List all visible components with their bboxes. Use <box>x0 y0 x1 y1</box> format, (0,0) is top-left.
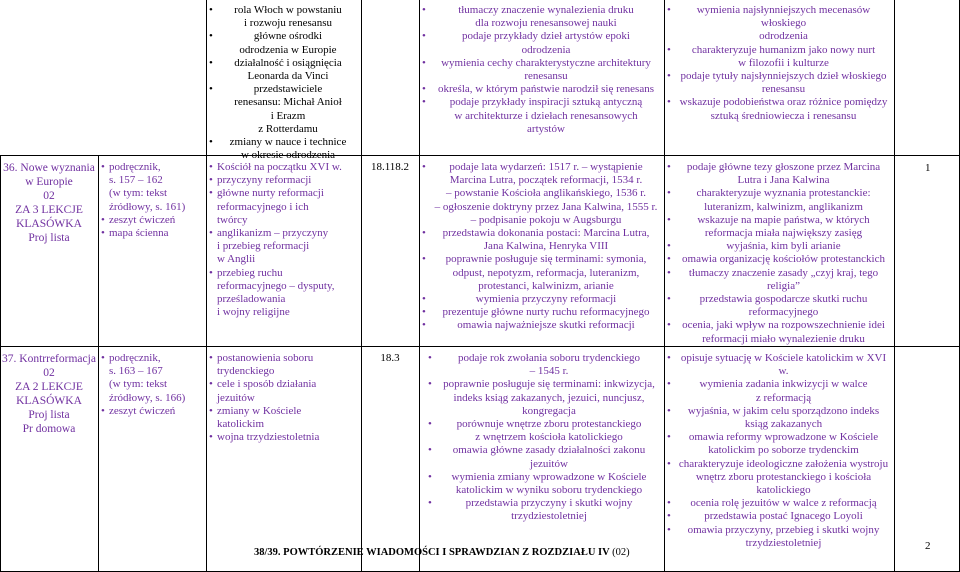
list-item: i Erazm <box>270 109 306 122</box>
list-item: – podpisanie pokoju w Augsburgu <box>470 213 622 226</box>
list-item: • mapa ścienna <box>101 227 205 240</box>
list-item: • główne ośrodki <box>209 30 359 43</box>
row2-materials <box>101 352 205 418</box>
text-line: 18.1 <box>370 161 390 173</box>
list-item: • przedstawia dokonania postaci: Marcina Lutra, <box>422 227 662 240</box>
text-line: 18.2 <box>389 161 410 173</box>
list-item: ksiąg zakazanych <box>744 418 823 431</box>
list-item: • omawia przyczyny, przebieg i skutki wojny <box>667 524 892 537</box>
list-item: – powstanie Kościoła anglikańskiego, 1536 r. <box>445 187 647 200</box>
row1-basic-requirements <box>422 161 662 333</box>
list-item: • działalność i osiągnięcia <box>209 57 359 70</box>
list-item: luteranizm, kalwinizm, anglikanizm <box>704 200 863 213</box>
list-item: • zeszyt ćwiczeń <box>101 214 205 227</box>
list-item: i przebieg reformacji <box>217 240 310 253</box>
list-item: reformacja miała największy zasięg <box>704 227 863 240</box>
list-item: • wymienia najsłynniejszych mecenasów włoskiego <box>667 4 892 30</box>
list-item: • przedstawia postać Ignacego Loyoli <box>667 510 892 523</box>
row0-topics <box>209 4 359 162</box>
list-item: renesansu <box>761 83 806 96</box>
list-item: • zeszyt ćwiczeń <box>101 405 205 418</box>
list-item: prześladowania <box>217 293 286 306</box>
list-item: w okresie odrodzenia <box>240 149 336 162</box>
list-item: odrodzenia w Europie <box>239 43 337 56</box>
list-item: • podręcznik, <box>101 161 205 174</box>
list-item: z wnętrzem kościoła katolickiego <box>475 431 623 444</box>
list-item: s. 157 – 162 <box>109 174 163 187</box>
list-item: • wymienia zadania inkwizycji w walce <box>667 378 892 391</box>
list-item: – ogłoszenie doktryny przez Jana Kalwina, 1555 r. <box>434 200 658 213</box>
list-item: w filozofii i kulturze <box>738 56 829 69</box>
list-item: artystów <box>527 122 565 135</box>
list-item: renesansu: Michał Anioł <box>234 96 342 109</box>
list-item: • podaje tytuły najsłynniejszych dzieł włoskiego <box>667 70 892 83</box>
list-item: jezuitów <box>217 391 255 404</box>
list-item: • podaje rok zwołania soboru trydenckiego <box>428 352 662 365</box>
list-item: • przebieg ruchu <box>209 267 359 280</box>
list-item: • podaje przykłady dzieł artystów epoki <box>422 30 662 43</box>
list-item: źródłowy, s. 166) <box>109 391 186 404</box>
list-item: • ocenia rolę jezuitów w walce z reformacją <box>667 497 892 510</box>
text-line: 18.3 <box>380 352 400 364</box>
list-item: • charakteryzuje humanizm jako nowy nurt <box>667 44 892 57</box>
text-line: 02 <box>43 190 55 202</box>
row2-extended-requirements <box>667 352 892 550</box>
list-item: kongregacja <box>522 404 576 417</box>
text-line: Pr domowa <box>22 423 76 435</box>
list-item: • opisuje sytuację w Kościele katolickim w XVI w. <box>667 352 892 378</box>
section-heading-title: 38/39. POWTÓRZENIE WIADOMOŚCI I SPRAWDZIAN Z ROZDZIAŁU IV <box>254 547 610 558</box>
list-item: • charakteryzuje wyznania protestanckie: <box>667 187 892 200</box>
row1-materials <box>101 161 205 240</box>
section-heading <box>254 547 630 558</box>
list-item: źródłowy, s. 161) <box>109 200 186 213</box>
list-item: • poprawnie posługuje się terminami: symonia, <box>422 253 662 266</box>
list-item: i wojny religijne <box>217 306 290 319</box>
list-item: • postanowienia soboru <box>209 352 359 365</box>
row0-basic-requirements <box>422 4 662 136</box>
list-item: odrodzenia <box>521 43 571 56</box>
list-item: • porównuje wnętrze zboru protestanckiego <box>428 418 662 431</box>
text-line: ZA 2 LEKCJE <box>15 381 83 393</box>
list-item: • określa, w którym państwie narodził się renesans <box>422 83 662 96</box>
row1-topics <box>209 161 359 319</box>
list-item: trydenckiego <box>217 365 275 378</box>
list-item: (w tym: tekst <box>109 378 168 391</box>
section-heading-code: (02) <box>612 547 630 558</box>
row1-codes <box>361 161 419 174</box>
text-line: 36. Nowe wyznania <box>3 162 95 174</box>
list-item: sztuką średniowiecza i renesansu <box>710 109 857 122</box>
text-line: 02 <box>43 367 55 379</box>
text-line: ZA 3 LEKCJE <box>15 204 83 216</box>
row1-lesson <box>2 161 96 245</box>
row2-topics <box>209 352 359 444</box>
list-item: katolickim <box>217 418 265 431</box>
list-item: indeks ksiąg zakazanych, jezuici, nuncjusz, <box>453 391 645 404</box>
text-line: Proj lista <box>28 232 70 244</box>
list-item: • wyjaśnia, kim byli arianie <box>667 240 892 253</box>
list-item: Lutra i Jana Kalwina <box>737 174 830 187</box>
list-item: • podaje przykłady inspiracji sztuką antyczną <box>422 96 662 109</box>
row2-codes <box>361 352 419 365</box>
list-item: • ocenia, jaki wpływ na rozpowszechnienie idei <box>667 319 892 332</box>
list-item: • podaje główne tezy głoszone przez Marcina <box>667 161 892 174</box>
list-item: (w tym: tekst <box>109 187 168 200</box>
grid-line <box>419 0 420 572</box>
grid-line <box>664 0 665 572</box>
row0-extended-requirements <box>667 4 892 123</box>
list-item: protestanci, kalwinizm, arianie <box>478 279 614 292</box>
list-item: odpust, nepotyzm, reformacja, luteranizm, <box>452 266 640 279</box>
list-item: • podaje lata wydarzeń: 1517 r. – wystąpienie <box>422 161 662 174</box>
list-item: i rozwoju renesansu <box>244 17 332 30</box>
list-item: Jana Kalwina, Henryka VIII <box>483 240 609 253</box>
list-item: Marcina Lutra, początek reformacji, 1534 r. <box>449 174 643 187</box>
list-item: • przedstawia przyczyny i skutki wojny <box>428 497 662 510</box>
text-line: 37. Kontrreformacja <box>2 353 96 365</box>
list-item: • zmiany w Kościele <box>209 405 359 418</box>
grid-line <box>0 346 960 347</box>
list-item: • wskazuje podobieństwa oraz różnice pomiędzy <box>667 96 892 109</box>
list-item: • tłumaczy znaczenie wynalezienia druku <box>422 4 662 17</box>
list-item: w Anglii <box>217 253 256 266</box>
list-item: reformacji miało wynalezienie druku <box>702 332 865 345</box>
list-item: • wymienia zmiany wprowadzone w Kościele <box>428 471 662 484</box>
list-item: • przyczyny reformacji <box>209 174 359 187</box>
list-item: • wojna trzydziestoletnia <box>209 431 359 444</box>
list-item: • poprawnie posługuje się terminami: inkwizycja, <box>428 378 662 391</box>
list-item: • wymienia cechy charakterystyczne architektury <box>422 57 662 70</box>
list-item: • wskazuje na mapie państwa, w których <box>667 214 892 227</box>
text-line: Proj lista <box>28 409 70 421</box>
list-item: s. 163 – 167 <box>109 365 163 378</box>
list-item: trzydziestoletniej <box>745 536 822 549</box>
list-item: katolickim po soborze trydenckim <box>708 444 859 457</box>
row1-extended-requirements <box>667 161 892 346</box>
grid-line <box>0 155 960 156</box>
list-item: z Rotterdamu <box>258 122 318 135</box>
list-item: • omawia reformy wprowadzone w Kościele <box>667 431 892 444</box>
list-item: renesansu <box>524 70 568 83</box>
list-item: trzydziestoletniej <box>511 510 587 523</box>
list-item: • przedstawiciele <box>209 83 359 96</box>
list-item: • tłumaczy znaczenie zasady „czyj kraj, tego <box>667 267 892 280</box>
text-line: w Europie <box>25 176 73 188</box>
list-item: • cele i sposób działania <box>209 378 359 391</box>
grid-line <box>361 0 362 572</box>
list-item: • omawia organizację kościołów protestanckich <box>667 253 892 266</box>
list-item: w architekturze i dziełach renesansowych <box>454 109 638 122</box>
list-item: • prezentuje główne nurty ruchu reformacyjnego <box>422 306 662 319</box>
list-item: z reformacją <box>755 391 812 404</box>
row2-lesson <box>2 352 96 436</box>
text-line: KLASÓWKA <box>16 395 82 407</box>
list-item: • zmiany w nauce i technice <box>209 136 359 149</box>
text-line: KLASÓWKA <box>16 218 82 230</box>
list-item: – 1545 r. <box>529 365 569 378</box>
list-item: • omawia główne zasady działalności zakonu <box>428 444 662 457</box>
list-item: reformacyjnego <box>748 306 819 319</box>
list-item: reformacyjnego – dysputy, <box>217 279 335 292</box>
list-item: • Kościół na początku XVI w. <box>209 161 359 174</box>
list-item: • podręcznik, <box>101 352 205 365</box>
row2-basic-requirements <box>428 352 662 524</box>
list-item: • charakteryzuje ideologiczne założenia wystroju <box>667 458 892 471</box>
list-item: • główne nurty reformacji <box>209 187 359 200</box>
list-item: odrodzenia <box>759 30 808 43</box>
list-item: religia” <box>767 279 800 292</box>
page-number: 1 <box>925 162 931 174</box>
list-item: katolickim w wyniku soboru trydenckiego <box>455 484 643 497</box>
list-item: jezuitów <box>530 457 568 470</box>
list-item: twórcy <box>217 213 248 226</box>
page-number: 2 <box>925 540 931 552</box>
list-item: • anglikanizm – przyczyny <box>209 227 359 240</box>
list-item: wnętrz zboru protestanckiego i kościoła <box>695 470 872 483</box>
grid-line <box>206 0 207 572</box>
list-item: • przedstawia gospodarcze skutki ruchu <box>667 293 892 306</box>
list-item: Leonarda da Vinci <box>247 70 329 83</box>
list-item: • rola Włoch w powstaniu <box>209 4 359 17</box>
grid-line <box>98 155 99 572</box>
list-item: reformacyjnego i ich <box>217 200 309 213</box>
list-item: • omawia najważniejsze skutki reformacji <box>422 319 662 332</box>
grid-line <box>0 155 1 572</box>
grid-line <box>894 0 895 572</box>
list-item: • wymienia przyczyny reformacji <box>422 293 662 306</box>
list-item: dla rozwoju renesansowej nauki <box>475 17 617 30</box>
list-item: katolickiego <box>756 484 811 497</box>
list-item: • wyjaśnia, w jakim celu sporządzono indeks <box>667 405 892 418</box>
